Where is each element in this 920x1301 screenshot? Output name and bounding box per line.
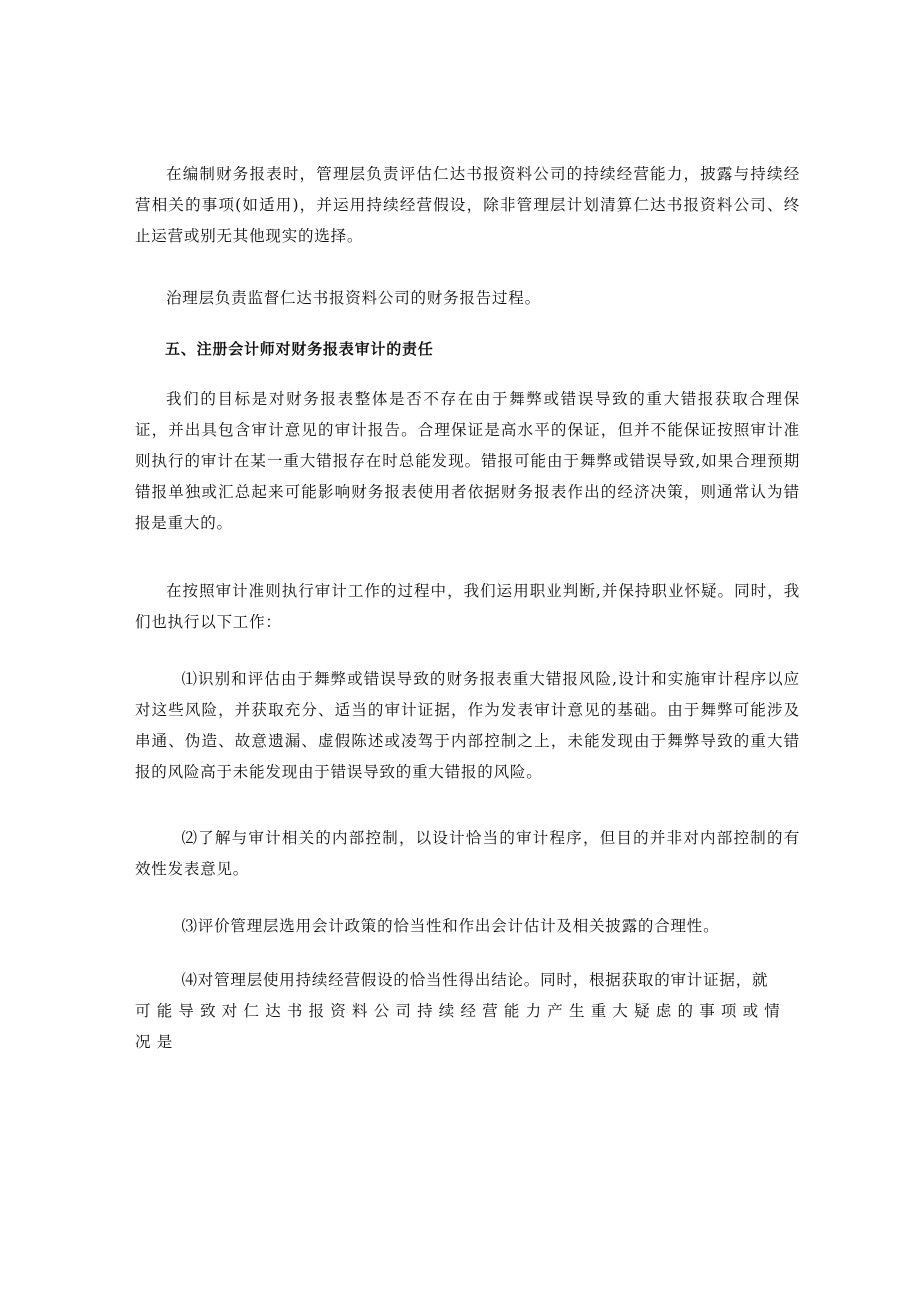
list-item-3 (135, 911, 800, 942)
paragraph-going-concern (135, 159, 800, 252)
list-item-1 (135, 664, 800, 788)
section-heading: 五、注册会计师对财务报表审计的责任 (165, 340, 434, 358)
section-heading-block (135, 334, 800, 365)
list-item-text: ⑴识别和评估由于舞弊或错误导致的财务报表重大错报风险,设计和实施审计程序以应对这些风险，并获取充分、适当的审计证据，作为发表审计意见的基础。由于舞弊可能涉及串通、伪造、故意遗漏、虚假陈述或凌驾于内部控制之上，未能发现由于舞弊导致的重大错报的风险高于未能发现由于错误导致的重大错报的风险。 (135, 670, 800, 781)
paragraph-text: 我们的目标是对财务报表整体是否不存在由于舞弊或错误导致的重大错报获取合理保证，并出具包含审计意见的审计报告。合理保证是高水平的保证，但并不能保证按照审计准则执行的审计在某一重大错报存在时总能发现。错报可能由于舞弊或错误导致,如果合理预期错报单独或汇总起来可能影响财务报表使用者依据财务报表作出的经济决策，则通常认为错报是重大的。 (135, 390, 800, 532)
list-item-2 (135, 823, 800, 885)
paragraph-text: 在编制财务报表时，管理层负责评估仁达书报资料公司的持续经营能力，披露与持续经营相关的事项(如适用)，并运用持续经营假设，除非管理层计划清算仁达书报资料公司、终止运营或别无其他现实的选择。 (135, 165, 800, 245)
paragraph-text: 在按照审计准则执行审计工作的过程中，我们运用职业判断,并保持职业怀疑。同时，我们也执行以下工作： (135, 582, 800, 631)
list-item-text: ⑵了解与审计相关的内部控制，以设计恰当的审计程序，但目的并非对内部控制的有效性发表意见。 (135, 829, 800, 878)
last-line-block (135, 996, 800, 1058)
list-item-4 (135, 965, 800, 996)
paragraph-governance (135, 283, 800, 314)
paragraph-text: 治理层负责监督仁达书报资料公司的财务报告过程。 (166, 289, 541, 307)
list-item-text: ⑷对管理层使用持续经营假设的恰当性得出结论。同时，根据获取的审计证据，就 (181, 971, 769, 989)
list-item-text: ⑶评价管理层选用会计政策的恰当性和作出会计估计及相关披露的合理性。 (181, 917, 720, 935)
paragraph-objective (135, 384, 800, 539)
paragraph-professional-judgment (135, 576, 800, 638)
last-line-text: 可能导致对仁达书报资料公司持续经营能力产生重大疑虑的事项或情况是 (135, 1002, 787, 1051)
